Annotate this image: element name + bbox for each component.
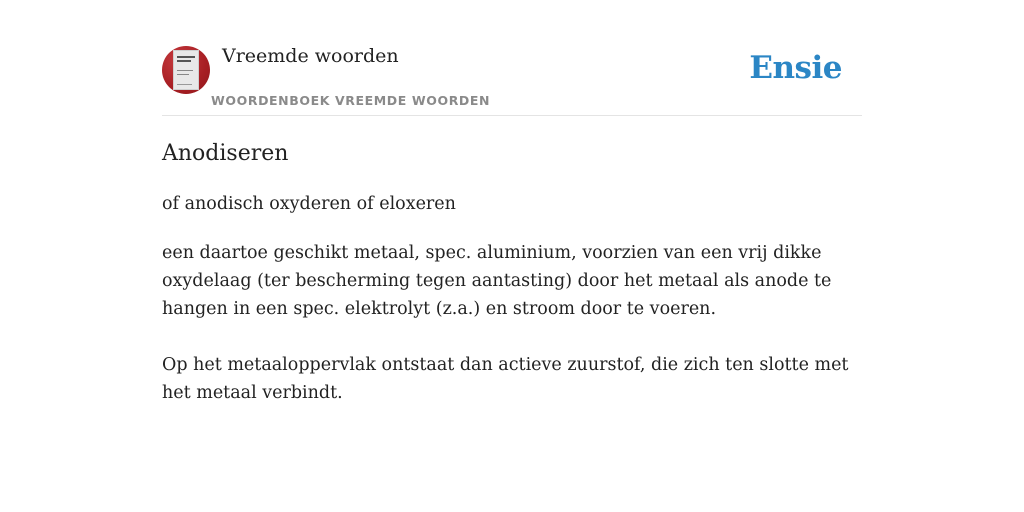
entry-title: Anodiseren [162, 141, 289, 166]
definition-paragraph: Op het metaaloppervlak ontstaat dan actieve zuurstof, die zich ten slotte met het metaal verbindt. [162, 355, 849, 403]
dictionary-name-link[interactable]: Vreemde woorden [222, 45, 399, 67]
book-title-line [177, 56, 195, 58]
book-text-line [177, 70, 193, 71]
dictionary-subtitle: WOORDENBOEK VREEMDE WOORDEN [211, 93, 491, 108]
book-title-line [177, 60, 191, 62]
book-text-line [177, 84, 192, 85]
definition-paragraph: een daartoe geschikt metaal, spec. aluminium, voorzien van een vrij dikke oxydelaag (ter bescherming tegen aantasting) door het metaal als anode te hangen in een spec. elektrolyt (z.a.) en stroom door te voeren. [162, 243, 832, 319]
header [162, 44, 862, 116]
book-text-line [177, 74, 189, 75]
entry-definition [162, 239, 862, 407]
entry-variants: of anodisch oxyderen of eloxeren [162, 194, 456, 214]
dictionary-avatar[interactable] [162, 46, 210, 94]
ensie-logo-link[interactable]: Ensie [749, 50, 842, 86]
book-cover-icon [173, 50, 199, 90]
content [162, 44, 862, 407]
